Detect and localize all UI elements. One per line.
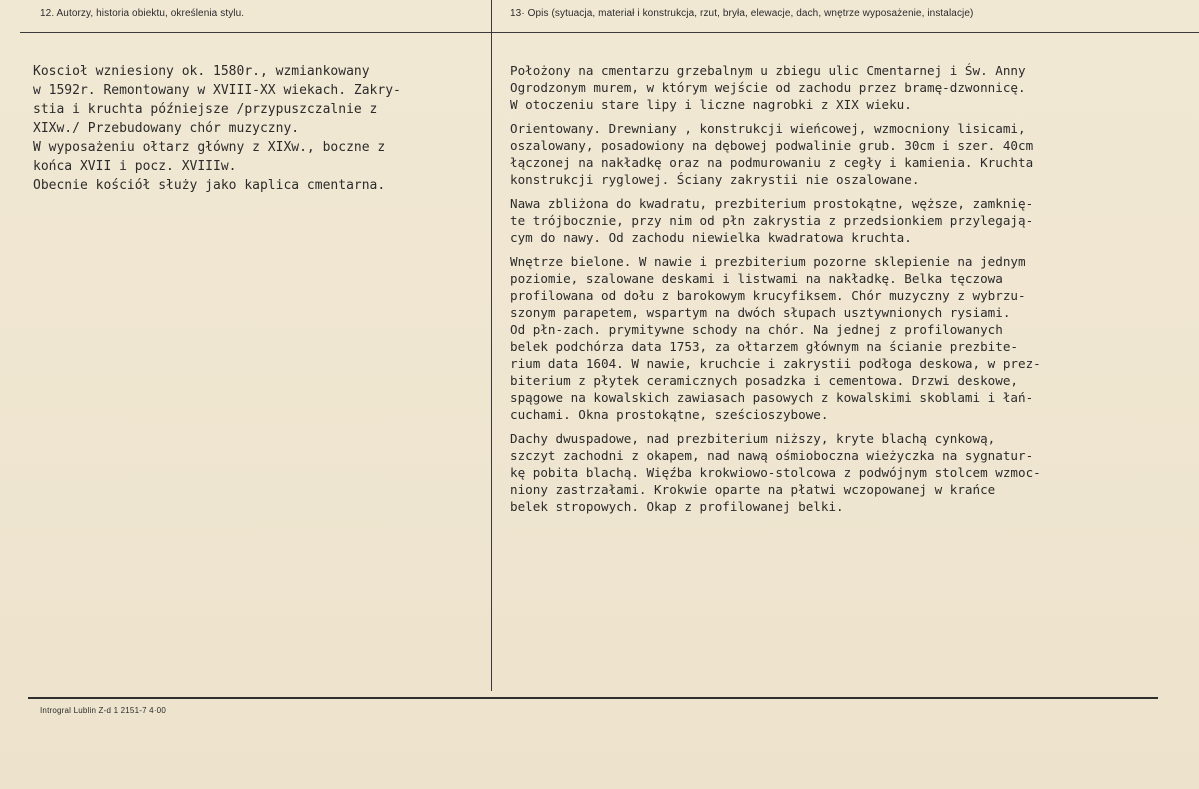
history-text xyxy=(33,62,483,195)
section-12-heading: 12. Autorzy, historia obiektu, określenia stylu. xyxy=(40,8,245,19)
description-paragraph-roof xyxy=(510,430,1190,515)
description-line: biterium z płytek ceramicznych posadzka i cementowa. Drzwi deskowe, xyxy=(510,373,1018,388)
description-line: cuchami. Okna prostokątne, sześcioszybowe. xyxy=(510,407,829,422)
description-line: Orientowany. Drewniany , konstrukcji wieńcowej, wzmocniony lisicami, xyxy=(510,121,1026,136)
description-line: Nawa zbliżona do kwadratu, prezbiterium prostokątne, węższe, zamknię- xyxy=(510,196,1034,211)
column-divider xyxy=(491,0,492,691)
description-line: kę pobita blachą. Więźba krokwiowo-stolcowa z podwójnym stolcem wzmoc- xyxy=(510,465,1041,480)
description-paragraph-construction xyxy=(510,120,1190,188)
bottom-rule xyxy=(28,697,1158,699)
description-line: profilowana od dołu z barokowym krucyfiksem. Chór muzyczny z wybrzu- xyxy=(510,288,1026,303)
description-line: konstrukcji ryglowej. Ściany zakrystii nie oszalowane. xyxy=(510,172,920,187)
description-line: Dachy dwuspadowe, nad prezbiterium niższy, kryte blachą cynkową, xyxy=(510,431,996,446)
description-line: Ogrodzonym murem, w którym wejście od zachodu przez bramę-dzwonnicę. xyxy=(510,80,1026,95)
description-line: łączonej na nakładkę oraz na podmurowaniu z cegły i kamienia. Kruchta xyxy=(510,155,1034,170)
description-line: Położony na cmentarzu grzebalnym u zbiegu ulic Cmentarnej i Św. Anny xyxy=(510,63,1026,78)
description-line: cym do nawy. Od zachodu niewielka kwadratowa kruchta. xyxy=(510,230,912,245)
description-line: szczyt zachodni z okapem, nad nawą ośmioboczna wieżyczka na sygnatur- xyxy=(510,448,1034,463)
description-paragraph-plan xyxy=(510,195,1190,246)
history-line: stia i kruchta późniejsze /przypuszczalnie z xyxy=(33,102,378,117)
history-line: W wyposażeniu ołtarz główny z XIXw., boczne z xyxy=(33,140,386,155)
description-line: te trójbocznie, przy nim od płn zakrystia z przedsionkiem przylegają- xyxy=(510,213,1034,228)
description-line: rium data 1604. W nawie, kruchcie i zakrystii podłoga deskowa, w prez- xyxy=(510,356,1041,371)
description-line: poziomie, szalowane deskami i listwami na nakładkę. Belka tęczowa xyxy=(510,271,1003,286)
description-line: Wnętrze bielone. W nawie i prezbiterium pozorne sklepienie na jednym xyxy=(510,254,1026,269)
description-line: szonym parapetem, wspartym na dwóch słupach usztywnionych rysiami. xyxy=(510,305,1011,320)
description-line: belek podchórza data 1753, za ołtarzem głównym na ścianie prezbite- xyxy=(510,339,1018,354)
description-paragraph-location xyxy=(510,62,1190,113)
description-line: W otoczeniu stare lipy i liczne nagrobki z XIX wieku. xyxy=(510,97,912,112)
history-line: Obecnie kościół służy jako kaplica cmentarna. xyxy=(33,178,386,193)
description-line: Od płn-zach. prymitywne schody na chór. Na jednej z profilowanych xyxy=(510,322,1003,337)
history-line: XIXw./ Przebudowany chór muzyczny. xyxy=(33,121,300,136)
description-line: niony zastrzałami. Krokwie oparte na płatwi wczopowanej w krańce xyxy=(510,482,996,497)
section-13-heading: 13· Opis (sytuacja, materiał i konstrukcja, rzut, bryła, elewacje, dach, wnętrze wyposażenie, instalacje) xyxy=(510,8,974,19)
description-line: oszalowany, posadowiony na dębowej podwalinie grub. 30cm i szer. 40cm xyxy=(510,138,1034,153)
printer-imprint: Introgral Lublin Z-d 1 2151-7 4·00 xyxy=(40,706,166,715)
top-rule xyxy=(20,32,1199,33)
history-line: Koscioł wzniesiony ok. 1580r., wzmiankowany xyxy=(33,64,370,79)
description-line: belek stropowych. Okap z profilowanej belki. xyxy=(510,499,844,514)
history-line: końca XVII i pocz. XVIIIw. xyxy=(33,159,237,174)
description-paragraph-interior xyxy=(510,253,1190,423)
description-line: spągowe na kowalskich zawiasach pasowych z kowalskimi skoblami i łań- xyxy=(510,390,1034,405)
description-text xyxy=(510,62,1190,522)
history-line: w 1592r. Remontowany w XVIII-XX wiekach. Zakry- xyxy=(33,83,401,98)
